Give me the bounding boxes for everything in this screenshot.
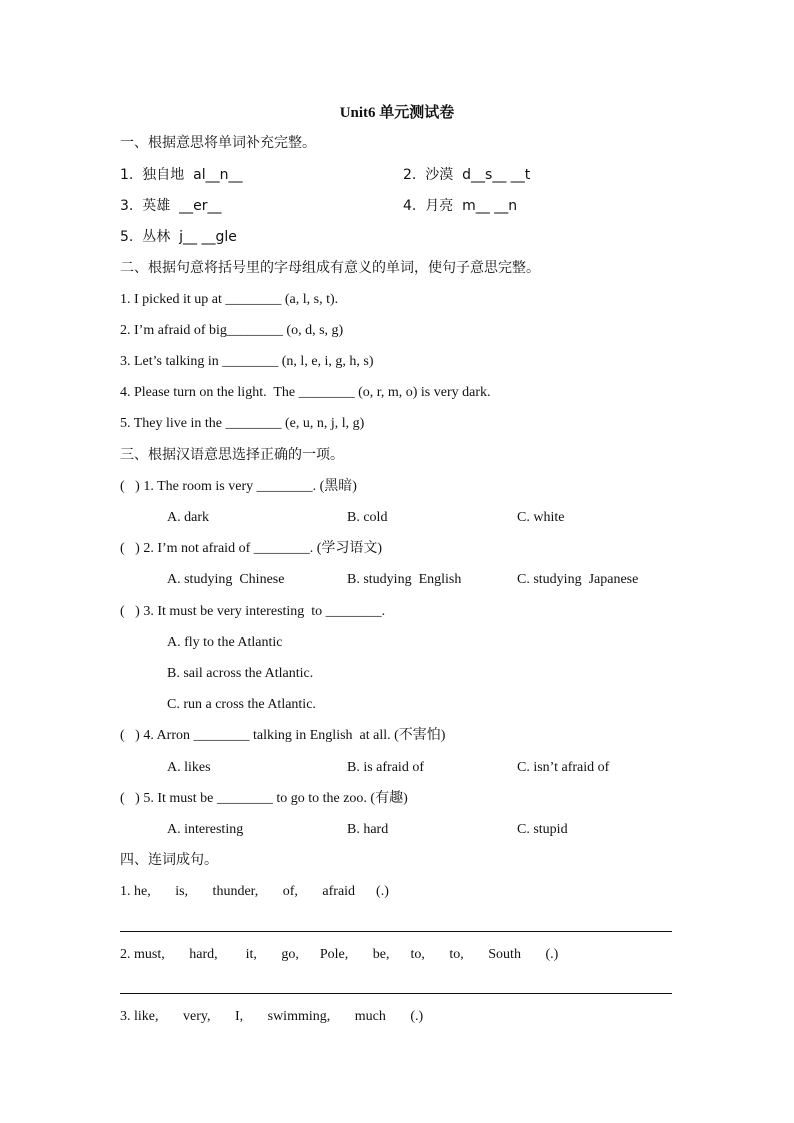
s3-q4-option-a: A. likes bbox=[167, 760, 211, 775]
section-4-heading: 四、连词成句。 bbox=[120, 852, 218, 868]
s2-item-3: 3. Let’s talking in ________ (n, l, e, i, g, h, s) bbox=[120, 354, 374, 369]
s3-q3-option-a: A. fly to the Atlantic bbox=[167, 635, 283, 650]
s3-q1-option-a: A. dark bbox=[167, 510, 209, 525]
answer-line-2 bbox=[120, 993, 672, 994]
s3-q3-stem: ( ) 3. It must be very interesting to ________. bbox=[120, 604, 386, 619]
s4-item-1: 1. he, is, thunder, of, afraid (.) bbox=[120, 884, 389, 899]
s3-q1-option-b: B. cold bbox=[347, 510, 388, 525]
s4-item-3: 3. like, very, I, swimming, much (.) bbox=[120, 1009, 424, 1024]
s1-item-4: 4. 月亮 m__ __n bbox=[403, 198, 518, 214]
s3-q2-stem: ( ) 2. I’m not afraid of ________. (学习语文) bbox=[120, 541, 383, 556]
s3-q5-option-b: B. hard bbox=[347, 822, 389, 837]
s1-item-5: 5. 丛林 j__ __gle bbox=[120, 229, 237, 245]
s3-q4-stem: ( ) 4. Arron ________ talking in English at all. (不害怕) bbox=[120, 728, 446, 743]
s3-q2-option-c: C. studying Japanese bbox=[517, 572, 639, 587]
s3-q3-option-c: C. run a cross the Atlantic. bbox=[167, 697, 316, 712]
s3-q5-option-c: C. stupid bbox=[517, 822, 568, 837]
s2-item-2: 2. I’m afraid of big________ (o, d, s, g) bbox=[120, 323, 344, 338]
page-title: Unit6 单元测试卷 bbox=[339, 105, 455, 121]
s4-item-2: 2. must, hard, it, go, Pole, be, to, to, South (.) bbox=[120, 947, 559, 962]
s3-q5-stem: ( ) 5. It must be ________ to go to the zoo. (有趣) bbox=[120, 791, 408, 806]
s1-item-1: 1. 独自地 al__n__ bbox=[120, 167, 243, 183]
s1-item-3: 3. 英雄 __er__ bbox=[120, 198, 222, 214]
answer-line-1 bbox=[120, 931, 672, 932]
section-3-heading: 三、根据汉语意思选择正确的一项。 bbox=[120, 447, 344, 463]
s3-q4-option-c: C. isn’t afraid of bbox=[517, 760, 610, 775]
s3-q5-option-a: A. interesting bbox=[167, 822, 244, 837]
s1-item-2: 2. 沙漠 d__s__ __t bbox=[403, 167, 531, 183]
section-1-heading: 一、根据意思将单词补充完整。 bbox=[120, 135, 316, 151]
section-2-heading: 二、根据句意将括号里的字母组成有意义的单词，使句子意思完整。 bbox=[120, 260, 540, 276]
s3-q4-option-b: B. is afraid of bbox=[347, 760, 424, 775]
s3-q3-option-b: B. sail across the Atlantic. bbox=[167, 666, 314, 681]
s2-item-5: 5. They live in the ________ (e, u, n, j, l, g) bbox=[120, 416, 365, 431]
s3-q2-option-b: B. studying English bbox=[347, 572, 462, 587]
s3-q1-stem: ( ) 1. The room is very ________. (黑暗) bbox=[120, 479, 357, 494]
s3-q2-option-a: A. studying Chinese bbox=[167, 572, 285, 587]
s2-item-4: 4. Please turn on the light. The ________ (o, r, m, o) is very dark. bbox=[120, 385, 491, 400]
s2-item-1: 1. I picked it up at ________ (a, l, s, t). bbox=[120, 292, 339, 307]
s3-q1-option-c: C. white bbox=[517, 510, 565, 525]
